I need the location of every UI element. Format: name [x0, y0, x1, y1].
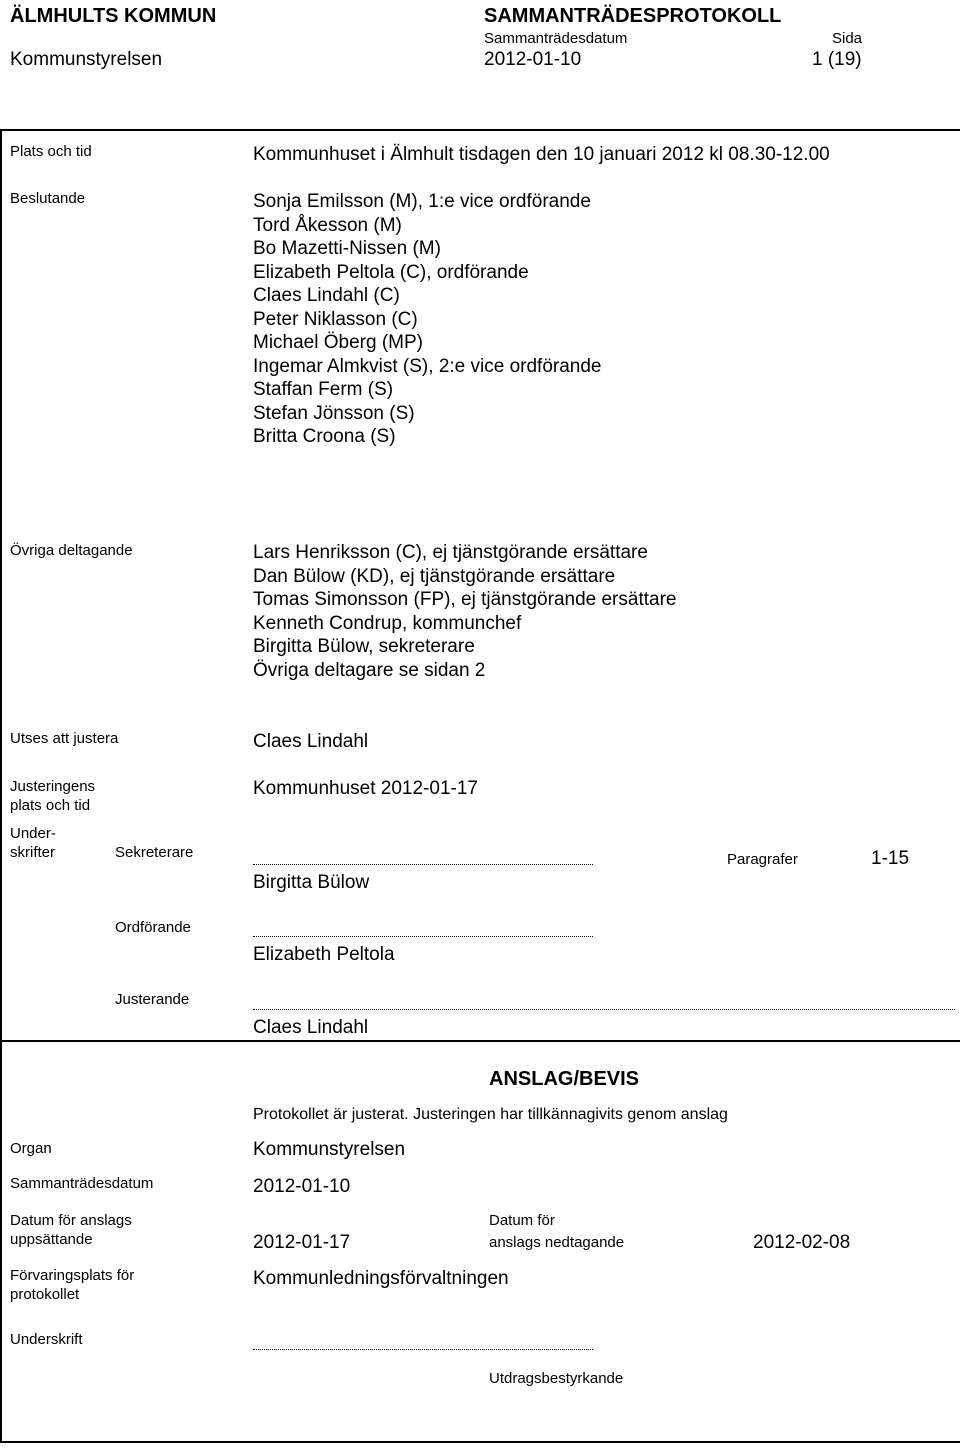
chair-name: Elizabeth Peltola [253, 944, 395, 965]
page-number: 1 (19) [812, 49, 862, 70]
chair-signature-line [253, 936, 593, 937]
signatures-label-line1: Under- [10, 825, 56, 842]
middle-rule [0, 1040, 960, 1042]
list-item: Bo Mazetti-Nissen (M) [253, 238, 441, 259]
list-item: Britta Croona (S) [253, 426, 396, 447]
posted-date: 2012-01-17 [253, 1232, 351, 1253]
adjuster-role: Justerande [115, 991, 190, 1008]
others-label: Övriga deltagande [10, 542, 133, 559]
notice-signature-line [253, 1349, 593, 1350]
adjuster-signature-name: Claes Lindahl [253, 1017, 369, 1038]
document-type: SAMMANTRÄDESPROTOKOLL [484, 5, 782, 27]
adjuster-signature-line [253, 1009, 955, 1010]
extract-label: Utdragsbestyrkande [489, 1370, 624, 1387]
storage-label-line1: Förvaringsplats för [10, 1267, 135, 1284]
adjuster-name: Claes Lindahl [253, 731, 369, 752]
adjust-place: Kommunhuset 2012-01-17 [253, 778, 478, 799]
list-item: Birgitta Bülow, sekreterare [253, 636, 475, 657]
list-item: Sonja Emilsson (M), 1:e vice ordförande [253, 191, 591, 212]
top-rule [0, 129, 960, 131]
list-item: Lars Henriksson (C), ej tjänstgörande ersättare [253, 542, 648, 563]
list-item: Övriga deltagare se sidan 2 [253, 659, 486, 681]
deciding-list [253, 190, 601, 449]
removed-label-line1: Datum för [489, 1212, 555, 1229]
list-item: Stefan Jönsson (S) [253, 402, 415, 424]
notice-statement: Protokollet är justerat. Justeringen har tillkännagivits genom anslag [253, 1106, 728, 1123]
notice-title: ANSLAG/BEVIS [489, 1068, 640, 1090]
list-item: Claes Lindahl (C) [253, 285, 400, 306]
removed-label-line2: anslags nedtagande [489, 1234, 625, 1251]
chair-role: Ordförande [115, 919, 191, 936]
municipality-name: ÄLMHULTS KOMMUN [10, 5, 217, 27]
organ-label: Organ [10, 1140, 52, 1157]
list-item: Kenneth Condrup, kommunchef [253, 612, 522, 634]
list-item: Michael Öberg (MP) [253, 332, 423, 353]
list-item: Peter Niklasson (C) [253, 308, 418, 330]
removed-date: 2012-02-08 [753, 1232, 851, 1253]
others-list [253, 541, 676, 682]
adjust-label: Utses att justera [10, 730, 119, 747]
paragraphs-label: Paragrafer [727, 851, 798, 868]
secretary-signature-line [253, 864, 593, 865]
list-item: Ingemar Almkvist (S), 2:e vice ordförande [253, 355, 602, 377]
secretary-role: Sekreterare [115, 844, 194, 861]
list-item: Tomas Simonsson (FP), ej tjänstgörande ersättare [253, 589, 677, 610]
list-item: Elizabeth Peltola (C), ordförande [253, 261, 529, 283]
paragraphs-range: 1-15 [871, 848, 910, 869]
organ: Kommunstyrelsen [253, 1139, 406, 1160]
meeting-place: Kommunhuset i Älmhult tisdagen den 10 januari 2012 kl 08.30-12.00 [253, 144, 830, 165]
secretary-name: Birgitta Bülow [253, 872, 370, 893]
list-item: Staffan Ferm (S) [253, 379, 394, 400]
notice-date-label: Sammanträdesdatum [10, 1175, 154, 1192]
committee-name: Kommunstyrelsen [10, 49, 163, 70]
storage-place: Kommunledningsförvaltningen [253, 1268, 509, 1289]
posted-label-line1: Datum för anslags [10, 1212, 132, 1229]
signature-label: Underskrift [10, 1331, 83, 1348]
list-item: Dan Bülow (KD), ej tjänstgörande ersättare [253, 565, 616, 587]
meeting-date-label: Sammanträdesdatum [484, 30, 628, 47]
deciding-label: Beslutande [10, 190, 86, 207]
meeting-date: 2012-01-10 [484, 49, 582, 70]
place-label: Plats och tid [10, 143, 92, 160]
notice-date: 2012-01-10 [253, 1176, 351, 1197]
adjust-place-label-line1: Justeringens [10, 778, 96, 795]
storage-label-line2: protokollet [10, 1286, 80, 1303]
adjust-place-label-line2: plats och tid [10, 797, 91, 814]
page-label: Sida [832, 30, 863, 47]
posted-label-line2: uppsättande [10, 1231, 93, 1248]
signatures-label-line2: skrifter [10, 844, 55, 861]
list-item: Tord Åkesson (M) [253, 214, 402, 236]
left-rule [0, 129, 2, 1443]
bottom-rule [0, 1441, 960, 1443]
